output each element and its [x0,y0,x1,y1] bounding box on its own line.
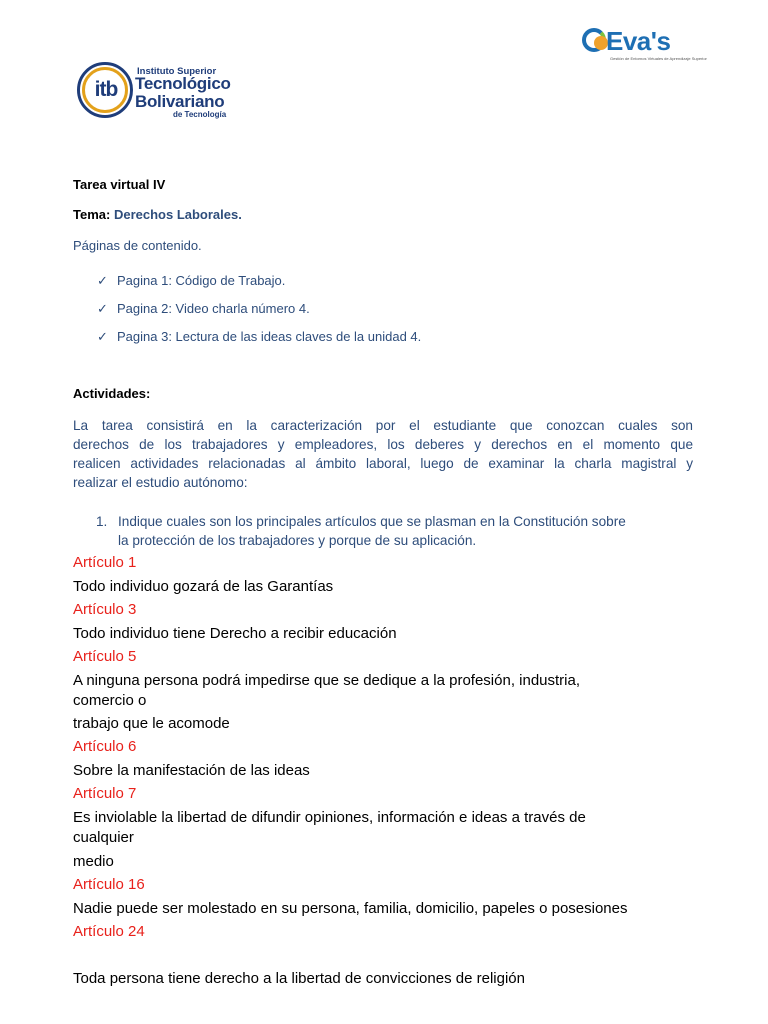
article-title: Artículo 1 [73,554,137,571]
article-text: medio [73,853,114,870]
checkmark-icon: ✓ [97,301,108,316]
article-text: trabajo que le acomode [73,715,230,732]
itb-logo [77,58,247,122]
article-text: Nadie puede ser molestado en su persona, familia, domicilio, papeles o posesiones [73,900,628,917]
tema-label: Tema: [73,207,111,222]
article-text: A ninguna persona podrá impedirse que se dedique a la profesión, industria, [73,672,581,689]
itb-logo-monogram: itb [94,78,118,101]
evas-logo-tagline: Gestión de Entornos Virtuales de Aprendizaje Superior [610,56,707,61]
checkmark-icon: ✓ [97,273,108,288]
contents-heading: Páginas de contenido. [73,238,202,253]
article-text: cualquier [73,829,134,846]
question-item [96,512,696,550]
article-text: Todo individuo gozará de las Garantías [73,578,334,595]
itb-logo-line1: Instituto Superior [137,66,217,77]
article-text: Sobre la manifestación de las ideas [73,762,310,779]
article-title: Artículo 24 [73,923,145,940]
itb-logo-line4: de Tecnología [173,110,227,119]
article-title: Artículo 16 [73,876,145,893]
itb-logo-line2: Tecnológico [135,74,231,93]
contents-item-text: Pagina 2: Video charla número 4. [117,301,310,316]
tema-line [73,207,242,222]
question-line: Indique cuales son los principales artículos que se plasman en la Constitución sobre [118,514,626,529]
contents-item [97,301,310,317]
article-title: Artículo 5 [73,648,137,665]
article-title: Artículo 3 [73,601,137,618]
paragraph-line: realicen actividades relacionadas al ámbito laboral, luego de examinar la charla magistral y [73,456,693,471]
contents-item [97,329,421,345]
tema-value: Derechos Laborales. [113,207,242,222]
contents-item-text: Pagina 1: Código de Trabajo. [117,273,286,288]
checkmark-icon: ✓ [97,329,108,344]
paragraph-line: derechos de los trabajadores y empleadores, los deberes y derechos en el momento que [73,437,693,452]
evas-logo-wordmark: Eva's [606,26,671,56]
question-number: 1. [96,514,108,529]
article-text: comercio o [73,692,147,709]
article-text: Todo individuo tiene Derecho a recibir educación [73,625,397,642]
contents-item [97,273,285,289]
paragraph-line: realizar el estudio autónomo: [73,475,248,490]
article-title: Artículo 6 [73,738,137,755]
paragraph-line: La tarea consistirá en la caracterización por el estudiante que conozcan cuales son [73,418,693,433]
article-text: Es inviolable la libertad de difundir opiniones, información e ideas a través de [73,809,586,826]
document-title: Tarea virtual IV [73,177,166,192]
activities-paragraph [73,416,693,492]
contents-item-text: Pagina 3: Lectura de las ideas claves de la unidad 4. [117,329,422,344]
question-line: la protección de los trabajadores y porque de su aplicación. [118,533,477,548]
closing-line: Toda persona tiene derecho a la libertad de convicciones de religión [73,970,525,987]
article-title: Artículo 7 [73,785,137,802]
evas-logo [580,26,707,64]
itb-logo-line3: Bolivariano [135,92,225,111]
activities-heading: Actividades: [73,386,151,401]
